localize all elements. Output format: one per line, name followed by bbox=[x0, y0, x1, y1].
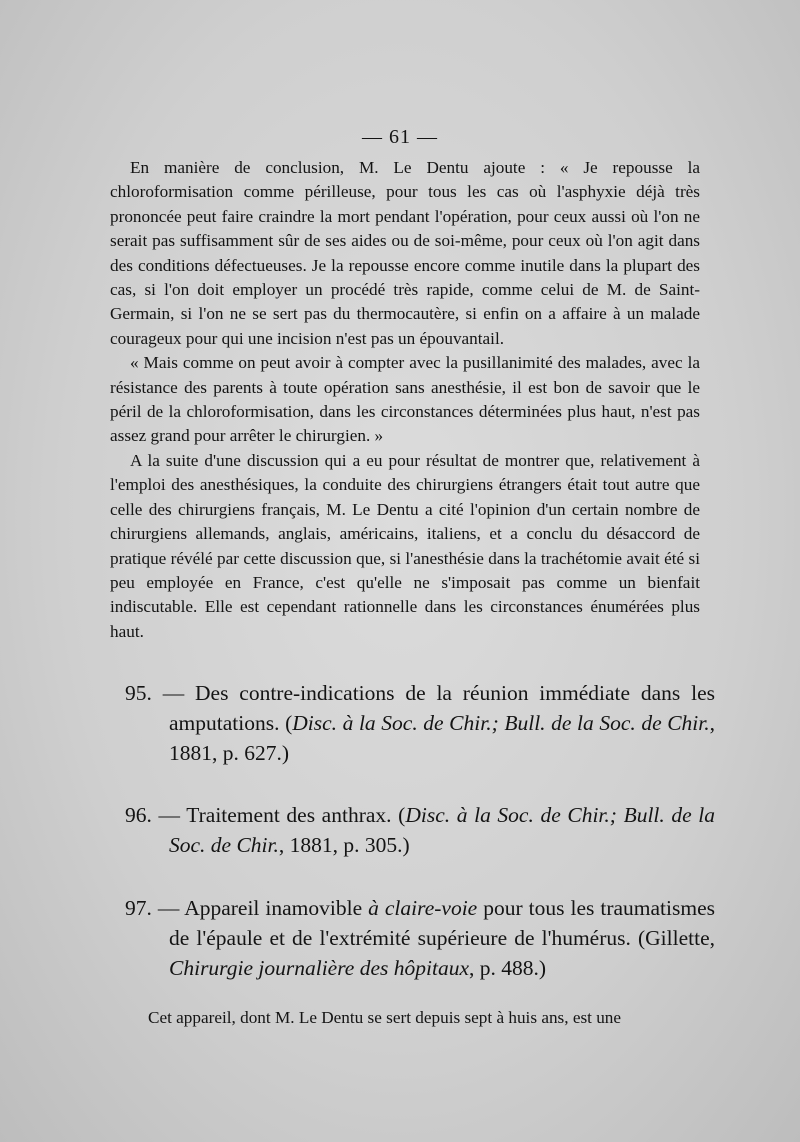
entry-dash: — bbox=[162, 681, 185, 705]
entry-ref-open: ( bbox=[285, 711, 293, 735]
entry-number: 95. bbox=[125, 681, 152, 705]
entry-number: 97. bbox=[125, 896, 152, 920]
paragraph-discussion: A la suite d'une discussion qui a eu pour résultat de montrer que, relativement à l'emploi des anesthésiques, la conduite des chirurgiens étrangers était tout autre que celle des chirurgiens français, M. Le Dentu a cité l'opinion d'un certain nombre de chirurgiens allemands, anglais, américains, italiens, et a conclu du désaccord de pratique révélé par cette discussion que, si l'anesthésie dans la trachétomie avait été si peu employée en France, c'est qu'elle ne s'imposait pas comme un bienfait indiscutable. Elle est cependant rationnelle dans les circonstances énumérées plus haut. bbox=[110, 450, 700, 641]
entry-title-part2: pour tous les traumatismes de l'épaule et de l'extrémité supérieure de l'humérus. bbox=[169, 896, 715, 950]
entry-ref-tail: , 1881, p. 627.) bbox=[169, 711, 716, 765]
entry-ref-tail: , p. 488.) bbox=[468, 956, 547, 980]
page-number: — 61 — bbox=[362, 126, 438, 148]
paragraph-conclusion: En manière de conclusion, M. Le Dentu ajoute : « Je repousse la chloroformisation comme périlleuse, pour tous les cas où l'asphyxie déjà très prononcée peut faire craindre la mort pendant l'opération, pour ceux aussi où l'on ne serait pas suffisamment sûr de ses aides ou de soi-même, pour ceux où l'on agit dans des conditions défectueuses. Je la repousse encore comme inutile dans la plupart des cas, si l'on doit employer un procédé très rapide, comme celui de M. de Saint-Germain, si l'on ne se sert pas du thermocautère, si enfin on a affaire à un malade courageux pour qui une incision n'est pas un épouvantail. bbox=[110, 158, 700, 348]
entry-title-italic: à claire-voie bbox=[368, 896, 478, 920]
entry-ref-italic: Disc. à la Soc. de Chir.; Bull. de la Soc. de Chir. bbox=[169, 803, 716, 857]
entry-number: 96. bbox=[125, 803, 152, 827]
body-text bbox=[110, 156, 700, 644]
entry-97 bbox=[125, 893, 715, 983]
entry-dash: — bbox=[157, 896, 180, 920]
entry-title: Traitement des anthrax. bbox=[186, 803, 392, 827]
paragraph-quote: « Mais comme on peut avoir à compter avec la pusillanimité des malades, avec la résistance des parents à toute opération sans anesthésie, il est bon de savoir que le péril de la chloroformisation, dans les circonstances déterminées plus haut, n'est pas assez grand pour arrêter le chirurgien. » bbox=[110, 353, 700, 446]
entry-96 bbox=[125, 800, 715, 860]
entry-ref-italic: Disc. à la Soc. de Chir.; Bull. de la Soc. de Chir. bbox=[292, 711, 710, 735]
entry-ref-open: (Gillette, bbox=[637, 926, 715, 950]
entry-ref-open: ( bbox=[398, 803, 406, 827]
tail-text: Cet appareil, dont M. Le Dentu se sert depuis sept à huis ans, est une bbox=[148, 1008, 622, 1027]
entry-ref-tail: , 1881, p. 305.) bbox=[278, 833, 410, 857]
entry-95 bbox=[125, 678, 715, 768]
entry-ref-italic: Chirurgie journalière des hôpitaux bbox=[169, 956, 469, 980]
entry-title-part1: Appareil inamovible bbox=[184, 896, 363, 920]
entry-title: Des contre-indications de la réunion immédiate dans les amputations. bbox=[169, 681, 715, 735]
entry-dash: — bbox=[158, 803, 180, 827]
